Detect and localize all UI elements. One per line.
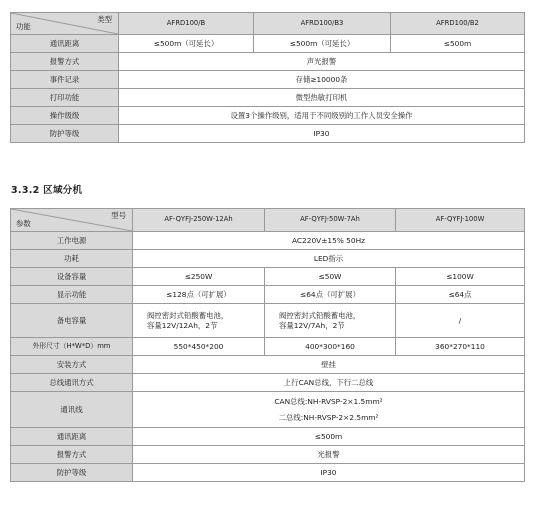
row-label: 事件记录 — [11, 71, 119, 89]
table-cell: ≤250W — [133, 268, 265, 286]
table-row — [11, 107, 525, 125]
table-cell: 微型热敏打印机 — [119, 89, 525, 107]
table-cell: ≤50W — [265, 268, 396, 286]
table-row — [11, 464, 525, 482]
model-header: AF-QYFJ-50W-7Ah — [265, 209, 396, 232]
table-cell: IP30 — [133, 464, 525, 482]
row-label: 备电容量 — [11, 304, 133, 338]
table-cell: 设置3个操作级别，适用于不同级别的工作人员安全操作 — [119, 107, 525, 125]
row-label: 工作电源 — [11, 232, 133, 250]
cell-line: CAN总线:NH-RVSP-2×1.5mm² — [274, 396, 383, 406]
table-row — [11, 250, 525, 268]
table-cell: ≤500m（可延长） — [119, 35, 254, 53]
table-cell: ≤500m — [391, 35, 525, 53]
section-title: 3.3.2 区域分机 — [11, 185, 83, 196]
table-cell: 壁挂 — [133, 356, 525, 374]
model-header: AFRD100/B2 — [391, 13, 525, 35]
table-cell: 光报警 — [133, 446, 525, 464]
row-label: 通讯距离 — [11, 35, 119, 53]
table-cell: ≤500m — [133, 428, 525, 446]
table-cell: 360*270*110 — [396, 338, 525, 356]
corner-label-type: 类型 — [97, 15, 112, 24]
cell-line: 容量12V/12Ah，2节 — [147, 320, 218, 330]
header-corner-cell — [11, 13, 119, 35]
cell-line: 二总线:NH-RVSP-2×2.5mm² — [278, 412, 379, 422]
table-cell — [133, 392, 525, 428]
table-row — [11, 89, 525, 107]
table-cell: ≤128点（可扩展） — [133, 286, 265, 304]
table-cell: ≤64点（可扩展） — [265, 286, 396, 304]
table-cell: 存储≥10000条 — [119, 71, 525, 89]
row-label: 功耗 — [11, 250, 133, 268]
row-label: 打印功能 — [11, 89, 119, 107]
zone-unit-spec-table — [10, 208, 525, 482]
table-row — [11, 268, 525, 286]
table-row — [11, 125, 525, 143]
model-header: AF-QYFJ-100W — [396, 209, 525, 232]
table-header-row — [11, 209, 525, 232]
table-cell — [265, 304, 396, 338]
table-cell: 上行CAN总线，下行二总线 — [133, 374, 525, 392]
corner-label-parameter: 参数 — [16, 219, 31, 229]
table-cell: ≤64点 — [396, 286, 525, 304]
table-cell: 550*450*200 — [133, 338, 265, 356]
table-row — [11, 286, 525, 304]
table-cell: IP30 — [119, 125, 525, 143]
table-row — [11, 356, 525, 374]
cell-line: 阀控密封式铅酸蓄电池， — [279, 310, 361, 320]
table-row — [11, 392, 525, 428]
table-cell: 400*300*160 — [265, 338, 396, 356]
row-label: 总线通讯方式 — [11, 374, 133, 392]
row-label: 外形尺寸（H*W*D）mm — [11, 338, 133, 356]
table-row — [11, 71, 525, 89]
table-cell: 声光报警 — [119, 53, 525, 71]
table-cell: LED指示 — [133, 250, 525, 268]
model-header: AFRD100/B3 — [254, 13, 391, 35]
table-row — [11, 338, 525, 356]
table-cell: / — [396, 304, 525, 338]
cell-line: 容量12V/7Ah，2节 — [279, 320, 345, 330]
row-label: 操作级级 — [11, 107, 119, 125]
table-row — [11, 428, 525, 446]
table-row — [11, 446, 525, 464]
table-row — [11, 374, 525, 392]
row-label: 防护等级 — [11, 464, 133, 482]
cell-line: 阀控密封式铅酸蓄电池， — [147, 310, 229, 320]
table-row — [11, 232, 525, 250]
corner-label-function: 功能 — [16, 22, 31, 32]
model-header: AF-QYFJ-250W-12Ah — [133, 209, 265, 232]
row-label: 通讯距离 — [11, 428, 133, 446]
model-header: AFRD100/B — [119, 13, 254, 35]
row-label: 安装方式 — [11, 356, 133, 374]
row-label: 显示功能 — [11, 286, 133, 304]
corner-label-model: 型号 — [111, 211, 126, 220]
controller-spec-table — [10, 12, 525, 143]
row-label: 通讯线 — [11, 392, 133, 428]
row-label: 报警方式 — [11, 446, 133, 464]
table-cell: ≤100W — [396, 268, 525, 286]
row-label: 设备容量 — [11, 268, 133, 286]
row-label: 报警方式 — [11, 53, 119, 71]
row-label: 防护等级 — [11, 125, 119, 143]
table-row — [11, 53, 525, 71]
header-corner-cell — [11, 209, 133, 232]
table-header-row — [11, 13, 525, 35]
table-cell: AC220V±15% 50Hz — [133, 232, 525, 250]
table-cell — [133, 304, 265, 338]
table-cell: ≤500m（可延长） — [254, 35, 391, 53]
table-row — [11, 304, 525, 338]
table-row — [11, 35, 525, 53]
